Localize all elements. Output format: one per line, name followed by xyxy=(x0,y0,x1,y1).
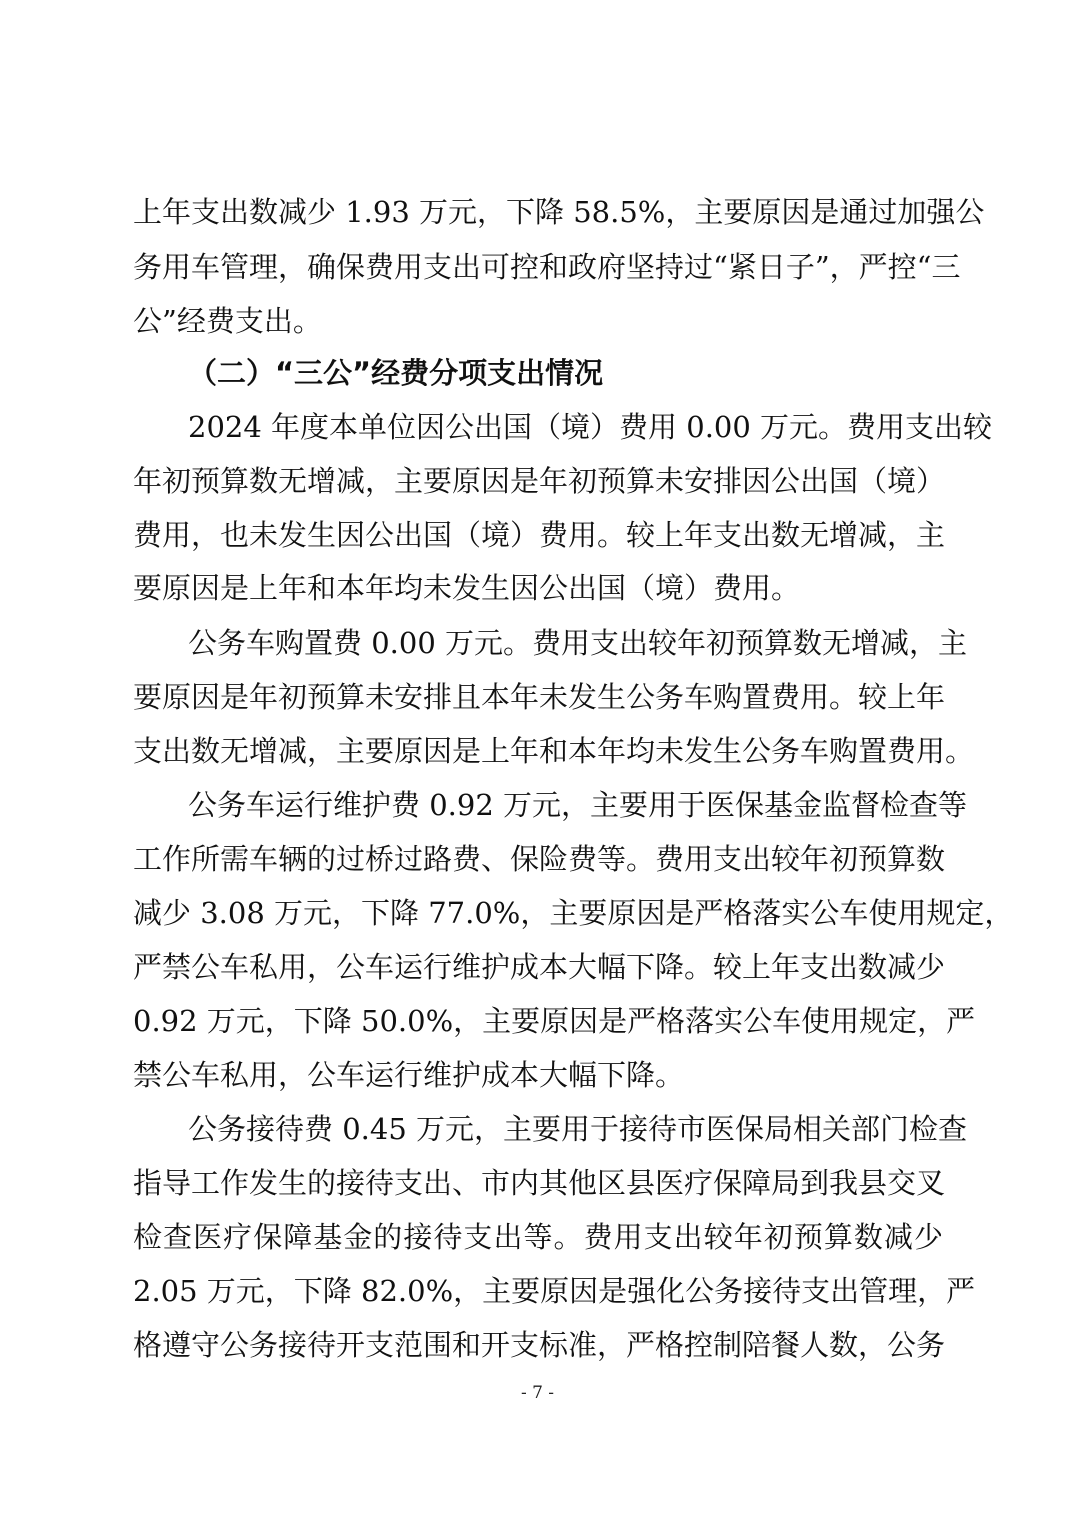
paragraph-line: 公务接待费 0.45 万元，主要用于接待市医保局相关部门检查 xyxy=(188,1112,968,1146)
paragraph-line: 费用，也未发生因公出国（境）费用。较上年支出数无增减，主 xyxy=(133,518,946,552)
paragraph-line: 工作所需车辆的过桥过路费、保险费等。费用支出较年初预算数 xyxy=(133,842,946,876)
paragraph-line: 0.92 万元，下降 50.0%，主要原因是严格落实公车使用规定，严 xyxy=(133,1004,976,1038)
paragraph-line: 上年支出数减少 1.93 万元，下降 58.5%，主要原因是通过加强公 xyxy=(133,195,985,229)
paragraph-line: 年初预算数无增减，主要原因是年初预算未安排因公出国（境） xyxy=(133,464,946,498)
paragraph-line: 格遵守公务接待开支范围和开支标准，严格控制陪餐人数，公务 xyxy=(133,1328,946,1362)
paragraph-line: 务用车管理，确保费用支出可控和政府坚持过“紧日子”，严控“三 xyxy=(133,250,961,284)
paragraph-line: 公”经费支出。 xyxy=(133,304,322,338)
paragraph-line: 要原因是上年和本年均未发生因公出国（境）费用。 xyxy=(133,571,801,605)
paragraph-line: 严禁公车私用，公车运行维护成本大幅下降。较上年支出数减少 xyxy=(133,950,946,984)
paragraph-line: 公务车购置费 0.00 万元。费用支出较年初预算数无增减，主 xyxy=(188,626,968,660)
paragraph-line: 支出数无增减，主要原因是上年和本年均未发生公务车购置费用。 xyxy=(133,734,975,768)
page-number: - 7 - xyxy=(520,1383,555,1403)
paragraph-line: 2.05 万元，下降 82.0%，主要原因是强化公务接待支出管理，严 xyxy=(133,1274,976,1308)
paragraph-line: 检查医疗保障基金的接待支出等。费用支出较年初预算数减少 xyxy=(133,1220,943,1254)
paragraph-line: 指导工作发生的接待支出、市内其他区县医疗保障局到我县交叉 xyxy=(133,1166,946,1200)
section-heading: （二）“三公”经费分项支出情况 xyxy=(188,356,604,390)
paragraph-line: 公务车运行维护费 0.92 万元，主要用于医保基金监督检查等 xyxy=(188,788,968,822)
paragraph-line: 2024 年度本单位因公出国（境）费用 0.00 万元。费用支出较 xyxy=(188,410,993,444)
paragraph-line: 要原因是年初预算未安排且本年未发生公务车购置费用。较上年 xyxy=(133,680,946,714)
paragraph-line: 减少 3.08 万元，下降 77.0%，主要原因是严格落实公车使用规定， xyxy=(133,896,1014,930)
paragraph-line: 禁公车私用，公车运行维护成本大幅下降。 xyxy=(133,1058,685,1092)
